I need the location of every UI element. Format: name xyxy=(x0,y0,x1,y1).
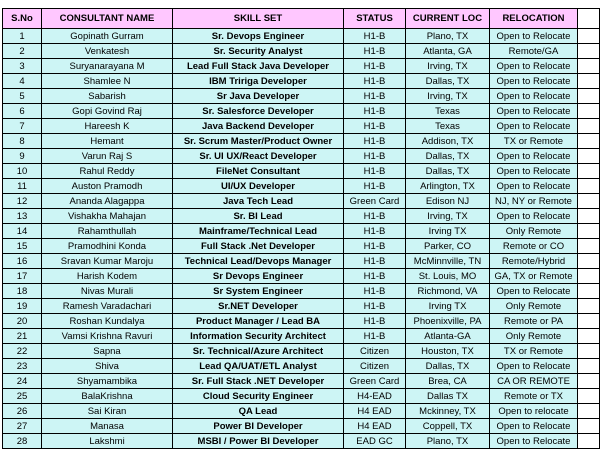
empty-column-header[interactable] xyxy=(578,9,600,29)
table-row xyxy=(3,164,600,179)
cell-relocation[interactable]: Open to Relocate xyxy=(490,104,578,119)
column-header-status[interactable]: STATUS xyxy=(344,9,406,29)
cell-skill-set[interactable]: UI/UX Developer xyxy=(173,179,344,194)
cell-relocation[interactable]: Open to Relocate xyxy=(490,119,578,134)
column-header-consultant-name[interactable]: CONSULTANT NAME xyxy=(42,9,173,29)
cell-current-loc[interactable]: Arlington, TX xyxy=(406,179,490,194)
cell-skill-set[interactable]: Sr. Security Analyst xyxy=(173,44,344,59)
cell-status[interactable]: H1-B xyxy=(344,224,406,239)
cell-sno[interactable]: 20 xyxy=(3,314,42,329)
cell-sno[interactable]: 4 xyxy=(3,74,42,89)
table-row xyxy=(3,299,600,314)
cell-relocation[interactable]: Open to Relocate xyxy=(490,359,578,374)
table-row xyxy=(3,209,600,224)
table-row xyxy=(3,194,600,209)
cell-relocation[interactable]: Open to Relocate xyxy=(490,419,578,434)
cell-consultant-name[interactable]: Shiva xyxy=(42,359,173,374)
cell-consultant-name[interactable]: Shamlee N xyxy=(42,74,173,89)
cell-skill-set[interactable]: Java Backend Developer xyxy=(173,119,344,134)
cell-status[interactable]: H1-B xyxy=(344,314,406,329)
cell-status[interactable]: H1-B xyxy=(344,104,406,119)
cell-consultant-name[interactable]: Shyamambika xyxy=(42,374,173,389)
cell-relocation[interactable]: Only Remote xyxy=(490,224,578,239)
cell-sno[interactable]: 22 xyxy=(3,344,42,359)
cell-status[interactable]: H1-B xyxy=(344,284,406,299)
table-header-row xyxy=(3,9,600,29)
table-row xyxy=(3,239,600,254)
cell-current-loc[interactable]: Dallas, TX xyxy=(406,164,490,179)
cell-relocation[interactable]: TX or Remote xyxy=(490,134,578,149)
cell-status[interactable]: H1-B xyxy=(344,74,406,89)
cell-status[interactable]: H1-B xyxy=(344,44,406,59)
empty-cell[interactable] xyxy=(578,344,600,359)
empty-cell[interactable] xyxy=(578,254,600,269)
cell-skill-set[interactable]: Product Manager / Lead BA xyxy=(173,314,344,329)
cell-status[interactable]: H1-B xyxy=(344,89,406,104)
cell-consultant-name[interactable]: Lakshmi xyxy=(42,434,173,449)
cell-skill-set[interactable]: FileNet Consultant xyxy=(173,164,344,179)
cell-status[interactable]: H4-EAD xyxy=(344,389,406,404)
cell-skill-set[interactable]: QA Lead xyxy=(173,404,344,419)
empty-cell[interactable] xyxy=(578,209,600,224)
column-header-relocation[interactable]: RELOCATION xyxy=(490,9,578,29)
cell-relocation[interactable]: Open to relocate xyxy=(490,404,578,419)
cell-status[interactable]: H1-B xyxy=(344,59,406,74)
table-row xyxy=(3,149,600,164)
cell-skill-set[interactable]: Sr Devops Engineer xyxy=(173,269,344,284)
cell-status[interactable]: Green Card xyxy=(344,194,406,209)
cell-skill-set[interactable]: Cloud Security Engineer xyxy=(173,389,344,404)
column-header-sno[interactable]: S.No xyxy=(3,9,42,29)
cell-consultant-name[interactable]: Roshan Kundalya xyxy=(42,314,173,329)
table-row xyxy=(3,59,600,74)
table-row xyxy=(3,329,600,344)
cell-relocation[interactable]: Remote or PA xyxy=(490,314,578,329)
cell-relocation[interactable]: Open to Relocate xyxy=(490,434,578,449)
table-row xyxy=(3,224,600,239)
cell-status[interactable]: H1-B xyxy=(344,254,406,269)
cell-current-loc[interactable]: St. Louis, MO xyxy=(406,269,490,284)
table-row xyxy=(3,29,600,44)
empty-cell[interactable] xyxy=(578,434,600,449)
cell-consultant-name[interactable]: Rahul Reddy xyxy=(42,164,173,179)
cell-current-loc[interactable]: Phoenixville, PA xyxy=(406,314,490,329)
cell-current-loc[interactable]: Richmond, VA xyxy=(406,284,490,299)
cell-current-loc[interactable]: Brea, CA xyxy=(406,374,490,389)
cell-skill-set[interactable]: Sr. BI Lead xyxy=(173,209,344,224)
cell-consultant-name[interactable]: Ramesh Varadachari xyxy=(42,299,173,314)
cell-relocation[interactable]: Open to Relocate xyxy=(490,74,578,89)
cell-skill-set[interactable]: Sr. Technical/Azure Architect xyxy=(173,344,344,359)
cell-current-loc[interactable]: Irving TX xyxy=(406,224,490,239)
cell-current-loc[interactable]: Irving, TX xyxy=(406,209,490,224)
empty-cell[interactable] xyxy=(578,59,600,74)
cell-status[interactable]: H1-B xyxy=(344,299,406,314)
table-row xyxy=(3,434,600,449)
empty-cell[interactable] xyxy=(578,74,600,89)
cell-skill-set[interactable]: Technical Lead/Devops Manager xyxy=(173,254,344,269)
cell-consultant-name[interactable]: Gopinath Gurram xyxy=(42,29,173,44)
table-row xyxy=(3,344,600,359)
empty-cell[interactable] xyxy=(578,389,600,404)
cell-consultant-name[interactable]: Varun Raj S xyxy=(42,149,173,164)
cell-sno[interactable]: 8 xyxy=(3,134,42,149)
cell-current-loc[interactable]: Dallas, TX xyxy=(406,359,490,374)
table-row xyxy=(3,104,600,119)
cell-sno[interactable]: 17 xyxy=(3,269,42,284)
cell-relocation[interactable]: Only Remote xyxy=(490,299,578,314)
cell-consultant-name[interactable]: Sabarish xyxy=(42,89,173,104)
empty-cell[interactable] xyxy=(578,404,600,419)
cell-sno[interactable]: 9 xyxy=(3,149,42,164)
cell-sno[interactable]: 1 xyxy=(3,29,42,44)
cell-consultant-name[interactable]: Sapna xyxy=(42,344,173,359)
cell-relocation[interactable]: Remote/GA xyxy=(490,44,578,59)
table-row xyxy=(3,284,600,299)
cell-relocation[interactable]: Open to Relocate xyxy=(490,149,578,164)
empty-cell[interactable] xyxy=(578,314,600,329)
table-row xyxy=(3,419,600,434)
cell-skill-set[interactable]: Sr.NET Developer xyxy=(173,299,344,314)
cell-relocation[interactable]: GA, TX or Remote xyxy=(490,269,578,284)
cell-current-loc[interactable]: Atlanta-GA xyxy=(406,329,490,344)
empty-cell[interactable] xyxy=(578,224,600,239)
cell-current-loc[interactable]: Irving, TX xyxy=(406,59,490,74)
cell-current-loc[interactable]: Dallas TX xyxy=(406,389,490,404)
cell-status[interactable]: Green Card xyxy=(344,374,406,389)
cell-current-loc[interactable]: Addison, TX xyxy=(406,134,490,149)
cell-status[interactable]: EAD GC xyxy=(344,434,406,449)
cell-relocation[interactable]: TX or Remote xyxy=(490,344,578,359)
cell-current-loc[interactable]: Mckinney, TX xyxy=(406,404,490,419)
table-row xyxy=(3,314,600,329)
cell-relocation[interactable]: CA OR REMOTE xyxy=(490,374,578,389)
cell-relocation[interactable]: NJ, NY or Remote xyxy=(490,194,578,209)
cell-sno[interactable]: 12 xyxy=(3,194,42,209)
cell-sno[interactable]: 14 xyxy=(3,224,42,239)
cell-sno[interactable]: 16 xyxy=(3,254,42,269)
cell-current-loc[interactable]: Dallas, TX xyxy=(406,149,490,164)
cell-consultant-name[interactable]: Suryanarayana M xyxy=(42,59,173,74)
table-row xyxy=(3,254,600,269)
cell-relocation[interactable]: Open to Relocate xyxy=(490,29,578,44)
table-body xyxy=(3,29,600,449)
empty-cell[interactable] xyxy=(578,419,600,434)
cell-status[interactable]: H1-B xyxy=(344,239,406,254)
cell-relocation[interactable]: Only Remote xyxy=(490,329,578,344)
cell-skill-set[interactable]: Lead QA/UAT/ETL Analyst xyxy=(173,359,344,374)
empty-cell[interactable] xyxy=(578,269,600,284)
empty-cell[interactable] xyxy=(578,374,600,389)
cell-current-loc[interactable]: Dallas, TX xyxy=(406,74,490,89)
cell-relocation[interactable]: Open to Relocate xyxy=(490,89,578,104)
table-row xyxy=(3,74,600,89)
cell-sno[interactable]: 18 xyxy=(3,284,42,299)
cell-current-loc[interactable]: Parker, CO xyxy=(406,239,490,254)
cell-sno[interactable]: 13 xyxy=(3,209,42,224)
table-row xyxy=(3,179,600,194)
table-row xyxy=(3,359,600,374)
cell-consultant-name[interactable]: Sai Kiran xyxy=(42,404,173,419)
column-header-skill-set[interactable]: SKILL SET xyxy=(173,9,344,29)
cell-sno[interactable]: 2 xyxy=(3,44,42,59)
cell-status[interactable]: H1-B xyxy=(344,179,406,194)
cell-consultant-name[interactable]: Rahamthullah xyxy=(42,224,173,239)
cell-relocation[interactable]: Remote or TX xyxy=(490,389,578,404)
cell-relocation[interactable]: Remote or CO xyxy=(490,239,578,254)
empty-cell[interactable] xyxy=(578,44,600,59)
cell-status[interactable]: H1-B xyxy=(344,134,406,149)
cell-relocation[interactable]: Remote/Hybrid xyxy=(490,254,578,269)
cell-current-loc[interactable]: Irving, TX xyxy=(406,89,490,104)
cell-consultant-name[interactable]: BalaKrishna xyxy=(42,389,173,404)
cell-sno[interactable]: 11 xyxy=(3,179,42,194)
cell-skill-set[interactable]: MSBI / Power BI Developer xyxy=(173,434,344,449)
cell-sno[interactable]: 24 xyxy=(3,374,42,389)
cell-consultant-name[interactable]: Auston Pramodh xyxy=(42,179,173,194)
cell-sno[interactable]: 6 xyxy=(3,104,42,119)
cell-skill-set[interactable]: Java Tech Lead xyxy=(173,194,344,209)
cell-sno[interactable]: 25 xyxy=(3,389,42,404)
empty-cell[interactable] xyxy=(578,164,600,179)
cell-relocation[interactable]: Open to Relocate xyxy=(490,59,578,74)
cell-skill-set[interactable]: Sr. UI UX/React Developer xyxy=(173,149,344,164)
cell-skill-set[interactable]: Lead Full Stack Java Developer xyxy=(173,59,344,74)
cell-skill-set[interactable]: Sr. Devops Engineer xyxy=(173,29,344,44)
cell-skill-set[interactable]: Mainframe/Technical Lead xyxy=(173,224,344,239)
cell-relocation[interactable]: Open to Relocate xyxy=(490,164,578,179)
cell-status[interactable]: H1-B xyxy=(344,164,406,179)
cell-sno[interactable]: 26 xyxy=(3,404,42,419)
cell-sno[interactable]: 19 xyxy=(3,299,42,314)
cell-consultant-name[interactable]: Vamsi Krishna Ravuri xyxy=(42,329,173,344)
column-header-current-loc[interactable]: CURRENT LOC xyxy=(406,9,490,29)
table-row xyxy=(3,389,600,404)
empty-cell[interactable] xyxy=(578,149,600,164)
cell-skill-set[interactable]: Full Stack .Net Developer xyxy=(173,239,344,254)
cell-sno[interactable]: 21 xyxy=(3,329,42,344)
cell-consultant-name[interactable]: Nivas Murali xyxy=(42,284,173,299)
empty-cell[interactable] xyxy=(578,194,600,209)
table-row xyxy=(3,404,600,419)
cell-sno[interactable]: 10 xyxy=(3,164,42,179)
cell-status[interactable]: H4 EAD xyxy=(344,419,406,434)
cell-skill-set[interactable]: Sr. Scrum Master/Product Owner xyxy=(173,134,344,149)
cell-sno[interactable]: 27 xyxy=(3,419,42,434)
empty-cell[interactable] xyxy=(578,359,600,374)
cell-current-loc[interactable]: Irving TX xyxy=(406,299,490,314)
cell-status[interactable]: H1-B xyxy=(344,269,406,284)
cell-current-loc[interactable]: Texas xyxy=(406,119,490,134)
cell-relocation[interactable]: Open to Relocate xyxy=(490,179,578,194)
empty-cell[interactable] xyxy=(578,89,600,104)
cell-consultant-name[interactable]: Vishakha Mahajan xyxy=(42,209,173,224)
empty-cell[interactable] xyxy=(578,284,600,299)
cell-sno[interactable]: 15 xyxy=(3,239,42,254)
table-row xyxy=(3,269,600,284)
empty-cell[interactable] xyxy=(578,299,600,314)
cell-consultant-name[interactable]: Hareesh K xyxy=(42,119,173,134)
table-row xyxy=(3,134,600,149)
cell-consultant-name[interactable]: Harish Kodem xyxy=(42,269,173,284)
consultant-table xyxy=(2,8,600,449)
empty-cell[interactable] xyxy=(578,119,600,134)
cell-sno[interactable]: 3 xyxy=(3,59,42,74)
cell-current-loc[interactable]: Coppell, TX xyxy=(406,419,490,434)
cell-skill-set[interactable]: Information Security Architect xyxy=(173,329,344,344)
cell-consultant-name[interactable]: Manasa xyxy=(42,419,173,434)
cell-skill-set[interactable]: IBM Tririga Developer xyxy=(173,74,344,89)
cell-current-loc[interactable]: Plano, TX xyxy=(406,29,490,44)
cell-relocation[interactable]: Open to Relocate xyxy=(490,284,578,299)
table-row xyxy=(3,119,600,134)
empty-cell[interactable] xyxy=(578,134,600,149)
cell-sno[interactable]: 28 xyxy=(3,434,42,449)
cell-status[interactable]: Citizen xyxy=(344,359,406,374)
cell-current-loc[interactable]: Houston, TX xyxy=(406,344,490,359)
cell-skill-set[interactable]: Power BI Developer xyxy=(173,419,344,434)
cell-status[interactable]: H1-B xyxy=(344,329,406,344)
cell-skill-set[interactable]: Sr System Engineer xyxy=(173,284,344,299)
cell-sno[interactable]: 7 xyxy=(3,119,42,134)
empty-cell[interactable] xyxy=(578,329,600,344)
cell-current-loc[interactable]: Atlanta, GA xyxy=(406,44,490,59)
cell-consultant-name[interactable]: Pramodhini Konda xyxy=(42,239,173,254)
table-row xyxy=(3,44,600,59)
table-row xyxy=(3,89,600,104)
empty-cell[interactable] xyxy=(578,29,600,44)
cell-status[interactable]: Citizen xyxy=(344,344,406,359)
empty-cell[interactable] xyxy=(578,239,600,254)
table-row xyxy=(3,374,600,389)
cell-current-loc[interactable]: Texas xyxy=(406,104,490,119)
cell-status[interactable]: H1-B xyxy=(344,149,406,164)
empty-cell[interactable] xyxy=(578,179,600,194)
cell-current-loc[interactable]: Plano, TX xyxy=(406,434,490,449)
cell-sno[interactable]: 23 xyxy=(3,359,42,374)
cell-consultant-name[interactable]: Hemant xyxy=(42,134,173,149)
cell-consultant-name[interactable]: Ananda Alagappa xyxy=(42,194,173,209)
cell-status[interactable]: H1-B xyxy=(344,119,406,134)
cell-sno[interactable]: 5 xyxy=(3,89,42,104)
empty-cell[interactable] xyxy=(578,104,600,119)
cell-consultant-name[interactable]: Gopi Govind Raj xyxy=(42,104,173,119)
cell-relocation[interactable]: Open to Relocate xyxy=(490,209,578,224)
cell-skill-set[interactable]: Sr. Full Stack .NET Developer xyxy=(173,374,344,389)
cell-consultant-name[interactable]: Venkatesh xyxy=(42,44,173,59)
cell-status[interactable]: H1-B xyxy=(344,29,406,44)
cell-status[interactable]: H1-B xyxy=(344,209,406,224)
cell-status[interactable]: H4 EAD xyxy=(344,404,406,419)
cell-current-loc[interactable]: Edison NJ xyxy=(406,194,490,209)
cell-skill-set[interactable]: Sr. Salesforce Developer xyxy=(173,104,344,119)
cell-skill-set[interactable]: Sr Java Developer xyxy=(173,89,344,104)
cell-current-loc[interactable]: McMinnville, TN xyxy=(406,254,490,269)
cell-consultant-name[interactable]: Sravan Kumar Maroju xyxy=(42,254,173,269)
